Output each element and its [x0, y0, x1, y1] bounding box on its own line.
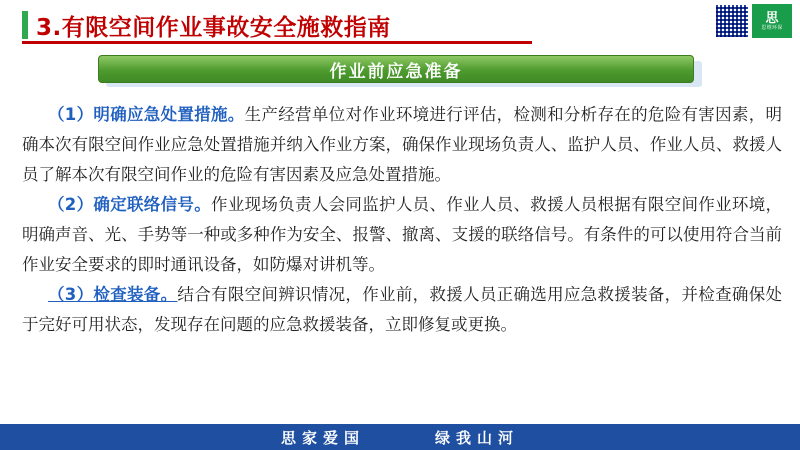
content-body	[22, 100, 782, 340]
page-title: 3.有限空间作业事故安全施救指南	[36, 14, 391, 41]
paragraph-2-text: 作业现场负责人会同监护人员、作业人员、救援人员根据有限空间作业环境，明确声音、光、手势等一种或多种作为安全、报警、撤离、支援的联络信号。有条件的可以使用符合当前作业安全要求的即时通讯设备，如防爆对讲机等。	[22, 195, 783, 274]
logo-mark-icon: 思	[765, 10, 779, 25]
footer-left-text: 思家爱国	[280, 428, 365, 447]
footer-right-text: 绿我山河	[435, 428, 520, 447]
title-row	[0, 8, 800, 42]
title-accent-bar	[22, 11, 28, 39]
paragraph-1-lead: （1）明确应急处置措施。	[48, 105, 245, 124]
paragraph-3-lead: （3）检查装备。	[48, 285, 178, 304]
paragraph-3	[22, 280, 782, 340]
qr-code-icon[interactable]	[715, 4, 749, 38]
logo-label: 思维环保	[761, 25, 783, 31]
banner-label: 作业前应急准备	[329, 61, 463, 82]
company-logo	[752, 4, 792, 38]
paragraph-2-lead: （2）确定联络信号。	[48, 195, 212, 214]
paragraph-2	[22, 190, 782, 280]
footer-bar	[0, 424, 800, 450]
title-underline	[22, 41, 532, 44]
banner-body	[98, 55, 694, 83]
section-banner	[98, 55, 702, 85]
paragraph-1-text: 生产经营单位对作业环境进行评估，检测和分析存在的危险有害因素，明确本次有限空间作业应急处置措施并纳入作业方案，确保作业现场负责人、监护人员、作业人员、救援人员了解本次有限空间作业的危险有害因素及应急处置措施。	[22, 105, 783, 184]
brand-cluster	[715, 4, 792, 38]
paragraph-1	[22, 100, 782, 190]
paragraph-3-text: 结合有限空间辨识情况，作业前，救援人员正确选用应急救援装备，并检查确保处于完好可用状态，发现存在问题的应急救援装备，立即修复或更换。	[22, 285, 783, 334]
